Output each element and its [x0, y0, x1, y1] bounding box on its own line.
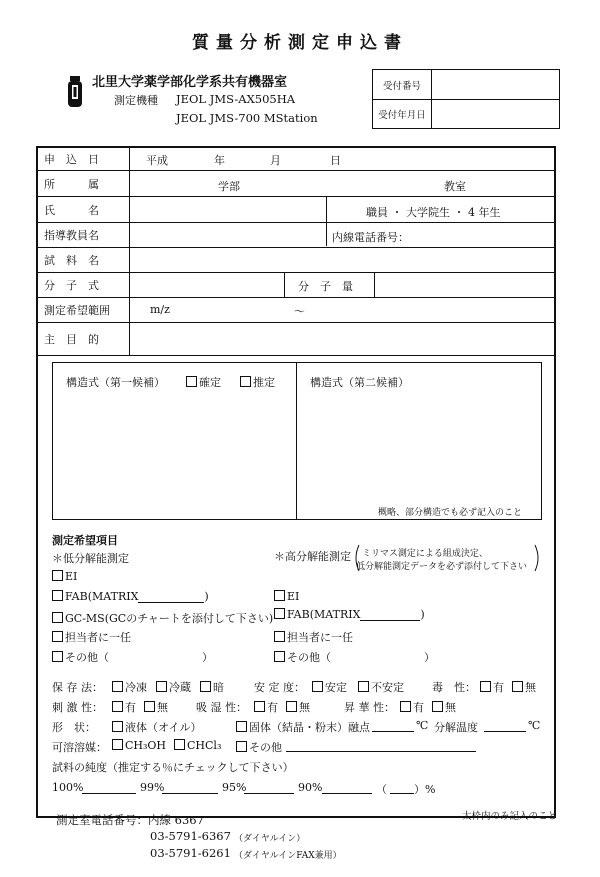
- dec-temp-label: 分解温度: [434, 721, 478, 734]
- checkbox-icon: [174, 739, 185, 750]
- instrument-1: JEOL JMS-AX505HA: [176, 92, 296, 106]
- name-label: 氏 名: [36, 197, 130, 222]
- staff-checkbox[interactable]: 担当者に一任: [52, 629, 131, 645]
- irritant-label: 刺 激 性：: [52, 701, 103, 714]
- checkbox-icon: [236, 721, 247, 732]
- receipt-no-field[interactable]: [432, 70, 559, 99]
- checkbox-icon: [274, 651, 285, 662]
- form-label: 形 状：: [52, 721, 96, 734]
- mp-field[interactable]: [372, 717, 414, 732]
- dept-text: 教室: [444, 180, 466, 193]
- checkbox-icon: [52, 651, 63, 662]
- affiliation-label: 所 属: [36, 171, 130, 196]
- toxic-no-checkbox[interactable]: 無: [512, 679, 536, 695]
- checkbox-icon: [274, 631, 285, 642]
- estimated-checkbox[interactable]: 推定: [240, 374, 275, 390]
- extension-label: 内線電話番号：: [332, 231, 409, 244]
- staff-hr-checkbox[interactable]: 担当者に一任: [274, 629, 353, 645]
- receipt-no-label: 受付番号: [373, 70, 432, 99]
- dial-in-1: 03-5791-6367: [150, 829, 231, 843]
- era-text: 平成: [146, 154, 168, 167]
- purity-99-field[interactable]: [162, 779, 218, 794]
- gcms-checkbox[interactable]: GC-MS(GCのチャートを添付して下さい): [52, 610, 273, 626]
- purity-other-close: ）%: [414, 783, 436, 796]
- tilde-text: ～: [294, 305, 305, 318]
- hygro-label: 吸 湿 性：: [196, 701, 247, 714]
- fab-hr-matrix-field[interactable]: [360, 620, 420, 621]
- hygro-no-checkbox[interactable]: 無: [286, 699, 310, 715]
- hygro-yes-checkbox[interactable]: 有: [254, 699, 278, 715]
- other-hr-close: ）: [424, 651, 435, 664]
- checkbox-icon: [156, 681, 167, 692]
- structure-candidate1-label: 構造式（第一候補）: [66, 376, 165, 389]
- other-hr-checkbox[interactable]: その他（: [274, 649, 331, 665]
- purity-100: 100%: [52, 781, 84, 794]
- purity-other-open: （: [376, 783, 387, 796]
- purity-90: 90%: [298, 781, 323, 794]
- liquid-checkbox[interactable]: 液体（オイル）: [112, 719, 201, 735]
- other-solvent-checkbox[interactable]: その他: [236, 739, 282, 755]
- other-close: ）: [202, 651, 213, 664]
- checkbox-icon: [512, 681, 523, 692]
- checkbox-icon: [52, 631, 63, 642]
- high-res-label: ＊高分解能測定: [274, 550, 351, 563]
- advisor-label: 指導教員名: [36, 223, 130, 247]
- checkbox-icon: [200, 681, 211, 692]
- solid-checkbox[interactable]: 固体（結晶・粉末）: [236, 719, 348, 735]
- sublim-no-checkbox[interactable]: 無: [432, 699, 456, 715]
- purity-100-field[interactable]: [82, 779, 136, 794]
- checkbox-icon: [112, 681, 123, 692]
- ei-hr-checkbox[interactable]: EI: [274, 590, 299, 603]
- irritant-no-checkbox[interactable]: 無: [144, 699, 168, 715]
- dial-in-2-note: （ダイヤルインFAX兼用）: [234, 851, 342, 861]
- fab-hr-checkbox[interactable]: FAB(MATRIX ): [274, 608, 425, 621]
- checkbox-icon: [52, 590, 63, 601]
- checkbox-icon: [112, 739, 123, 750]
- dec-temp-field[interactable]: [484, 717, 526, 732]
- purity-other-field[interactable]: [390, 779, 414, 794]
- dial-in-2: 03-5791-6261: [150, 846, 231, 860]
- ei-checkbox[interactable]: EI: [52, 570, 77, 583]
- checkbox-icon: [240, 376, 251, 387]
- purpose-label: 主 目 的: [36, 323, 130, 355]
- purity-99: 99%: [140, 781, 165, 794]
- checkbox-icon: [112, 701, 123, 712]
- lab-name: 北里大学薬学部化学系共有機器室: [92, 75, 288, 90]
- confirmed-checkbox[interactable]: 確定: [186, 374, 221, 390]
- checkbox-icon: [432, 701, 443, 712]
- dark-checkbox[interactable]: 暗: [200, 679, 224, 695]
- structure-candidate2-label: 構造式（第二候補）: [310, 376, 409, 389]
- checkbox-icon: [400, 701, 411, 712]
- checkbox-icon: [312, 681, 323, 692]
- status-options[interactable]: 職員 ・ 大学院生 ・ 4 年生: [366, 206, 501, 219]
- fab-matrix-field[interactable]: [138, 602, 204, 603]
- range-label: 測定希望範囲: [36, 298, 130, 322]
- structure-note: 概略、部分構造でも必ず記入のこと: [378, 508, 523, 518]
- other-checkbox[interactable]: その他（: [52, 649, 109, 665]
- receipt-date-field[interactable]: [432, 100, 559, 128]
- other-solvent-field[interactable]: [286, 737, 476, 752]
- faculty-text: 学部: [218, 180, 240, 193]
- checkbox-icon: [480, 681, 491, 692]
- right-paren-icon: [534, 544, 542, 572]
- university-logo-icon: [66, 75, 84, 109]
- left-paren-icon: [352, 544, 360, 572]
- purity-95-field[interactable]: [244, 779, 294, 794]
- purity-label: 試料の純度（推定する％にチェックして下さい）: [52, 761, 294, 774]
- stable-checkbox[interactable]: 安定: [312, 679, 347, 695]
- irritant-yes-checkbox[interactable]: 有: [112, 699, 136, 715]
- stability-label: 安 定 度：: [254, 681, 305, 694]
- checkbox-icon: [52, 570, 63, 581]
- checkbox-icon: [236, 741, 247, 752]
- checkbox-icon: [144, 701, 155, 712]
- toxic-yes-checkbox[interactable]: 有: [480, 679, 504, 695]
- footer-note: 太枠内のみ記入のこと: [462, 811, 558, 822]
- year-text: 年: [214, 154, 225, 167]
- checkbox-icon: [358, 681, 369, 692]
- phone-label: 測定室電話番号：内線 6367: [56, 813, 204, 827]
- checkbox-icon: [254, 701, 265, 712]
- meoh-checkbox[interactable]: CH₃OH: [112, 739, 166, 752]
- mz-text: m/z: [150, 303, 170, 316]
- low-res-label: ＊低分解能測定: [52, 552, 129, 565]
- sublim-label: 昇 華 性：: [344, 701, 395, 714]
- checkbox-icon: [274, 608, 285, 619]
- checkbox-icon: [52, 612, 63, 623]
- instrument-label: 測定機種: [114, 94, 158, 107]
- sample-label: 試 料 名: [36, 248, 130, 272]
- purity-90-field[interactable]: [322, 779, 372, 794]
- mp-label: 融点: [348, 721, 370, 734]
- dec-temp-unit: ℃: [528, 719, 541, 732]
- measure-heading: 測定希望項目: [52, 534, 118, 547]
- day-text: 日: [330, 154, 341, 167]
- formula-label: 分 子 式: [36, 273, 130, 297]
- checkbox-icon: [112, 721, 123, 732]
- date-label: 申 込 日: [36, 147, 130, 170]
- refrig-checkbox[interactable]: 冷蔵: [156, 679, 191, 695]
- month-text: 月: [270, 154, 281, 167]
- instrument-2: JEOL JMS-700 MStation: [176, 111, 318, 125]
- unstable-checkbox[interactable]: 不安定: [358, 679, 404, 695]
- chcl3-checkbox[interactable]: CHCl₃: [174, 739, 221, 752]
- fab-checkbox[interactable]: FAB(MATRIX ): [52, 590, 209, 603]
- frozen-checkbox[interactable]: 冷凍: [112, 679, 147, 695]
- mp-unit: ℃: [416, 719, 429, 732]
- storage-label: 保 存 法：: [52, 681, 103, 694]
- high-res-note-1: ミリマス測定による組成決定、: [362, 549, 488, 559]
- solvent-label: 可溶溶媒：: [52, 741, 107, 754]
- high-res-note-2: 低分解能測定データを必ず添付して下さい: [356, 562, 528, 572]
- checkbox-icon: [286, 701, 297, 712]
- purity-95: 95%: [222, 781, 247, 794]
- form-title: 質量分析測定申込書: [192, 33, 408, 53]
- toxic-label: 毒 性：: [432, 681, 476, 694]
- receipt-date-label: 受付年月日: [373, 100, 432, 128]
- receipt-box: [372, 69, 560, 129]
- dial-in-1-note: （ダイヤルイン）: [234, 834, 306, 844]
- checkbox-icon: [186, 376, 197, 387]
- sublim-yes-checkbox[interactable]: 有: [400, 699, 424, 715]
- mw-label: 分 子 量: [298, 280, 353, 293]
- checkbox-icon: [274, 590, 285, 601]
